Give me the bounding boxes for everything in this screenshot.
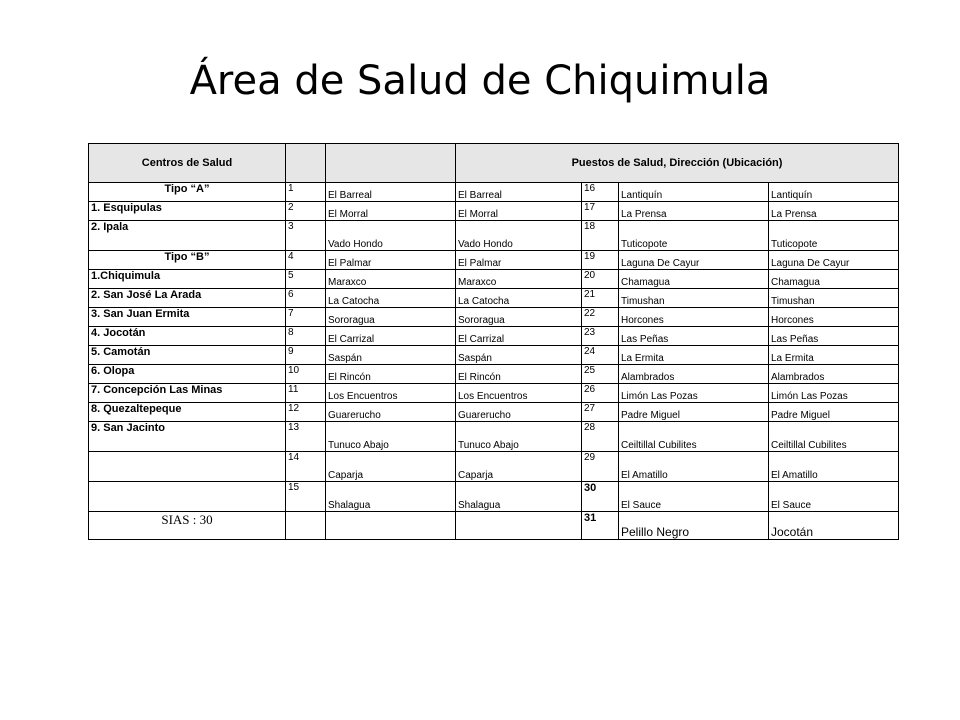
puesto-location-cell: Vado Hondo bbox=[456, 221, 582, 251]
puesto-number-cell: 31 bbox=[582, 512, 619, 540]
puesto-location-cell: El Sauce bbox=[769, 482, 899, 512]
table-row bbox=[89, 308, 899, 327]
puesto-number-cell: 1 bbox=[286, 183, 326, 202]
puesto-location-cell: Limón Las Pozas bbox=[769, 384, 899, 403]
centro-de-salud-cell bbox=[89, 482, 286, 512]
puesto-name-cell: El Palmar bbox=[326, 251, 456, 270]
puesto-location-cell: Horcones bbox=[769, 308, 899, 327]
puesto-number-cell: 14 bbox=[286, 452, 326, 482]
puesto-location-cell: Alambrados bbox=[769, 365, 899, 384]
puesto-location-cell: El Amatillo bbox=[769, 452, 899, 482]
puesto-number-cell: 17 bbox=[582, 202, 619, 221]
puesto-location-cell: La Ermita bbox=[769, 346, 899, 365]
centro-de-salud-cell: 5. Camotán bbox=[89, 346, 286, 365]
puesto-name-cell: Las Peñas bbox=[619, 327, 769, 346]
puesto-name-cell: Maraxco bbox=[326, 270, 456, 289]
puesto-location-cell: Maraxco bbox=[456, 270, 582, 289]
puesto-name-cell: Pelillo Negro bbox=[619, 512, 769, 540]
puesto-name-cell: Tuticopote bbox=[619, 221, 769, 251]
puesto-name-cell: Vado Hondo bbox=[326, 221, 456, 251]
centro-de-salud-cell: 1. Esquipulas bbox=[89, 202, 286, 221]
header-puestos-de-salud: Puestos de Salud, Dirección (Ubicación) bbox=[456, 144, 899, 183]
puesto-number-cell: 13 bbox=[286, 422, 326, 452]
puesto-number-cell: 30 bbox=[582, 482, 619, 512]
puesto-number-cell: 9 bbox=[286, 346, 326, 365]
puesto-number-cell: 24 bbox=[582, 346, 619, 365]
puesto-number-cell: 27 bbox=[582, 403, 619, 422]
centro-de-salud-cell: 8. Quezaltepeque bbox=[89, 403, 286, 422]
puesto-location-cell: El Barreal bbox=[456, 183, 582, 202]
puesto-location-cell: La Catocha bbox=[456, 289, 582, 308]
table-row bbox=[89, 403, 899, 422]
puesto-name-cell: La Prensa bbox=[619, 202, 769, 221]
puesto-location-cell: El Rincón bbox=[456, 365, 582, 384]
puesto-number-cell: 6 bbox=[286, 289, 326, 308]
puesto-number-cell: 15 bbox=[286, 482, 326, 512]
puesto-location-cell: Chamagua bbox=[769, 270, 899, 289]
puesto-number-cell: 3 bbox=[286, 221, 326, 251]
puesto-name-cell: El Amatillo bbox=[619, 452, 769, 482]
puesto-location-cell: Tunuco Abajo bbox=[456, 422, 582, 452]
puesto-location-cell: Sororagua bbox=[456, 308, 582, 327]
centro-de-salud-cell: 3. San Juan Ermita bbox=[89, 308, 286, 327]
puesto-location-cell: Caparja bbox=[456, 452, 582, 482]
puesto-location-cell bbox=[456, 512, 582, 540]
puesto-name-cell: Timushan bbox=[619, 289, 769, 308]
table-row bbox=[89, 346, 899, 365]
puesto-location-cell: El Palmar bbox=[456, 251, 582, 270]
puesto-number-cell: 29 bbox=[582, 452, 619, 482]
centro-de-salud-cell: 6. Olopa bbox=[89, 365, 286, 384]
puesto-location-cell: El Morral bbox=[456, 202, 582, 221]
puesto-name-cell: El Barreal bbox=[326, 183, 456, 202]
puesto-name-cell: El Sauce bbox=[619, 482, 769, 512]
puesto-number-cell: 19 bbox=[582, 251, 619, 270]
puesto-number-cell bbox=[286, 512, 326, 540]
puesto-name-cell: Los Encuentros bbox=[326, 384, 456, 403]
puesto-location-cell: Guarerucho bbox=[456, 403, 582, 422]
puesto-name-cell: Chamagua bbox=[619, 270, 769, 289]
puesto-location-cell: El Carrizal bbox=[456, 327, 582, 346]
puesto-number-cell: 5 bbox=[286, 270, 326, 289]
puesto-number-cell: 11 bbox=[286, 384, 326, 403]
table-row bbox=[89, 289, 899, 308]
puesto-location-cell: Lantiquín bbox=[769, 183, 899, 202]
puesto-number-cell: 23 bbox=[582, 327, 619, 346]
puesto-name-cell: Horcones bbox=[619, 308, 769, 327]
puesto-name-cell: Lantiquín bbox=[619, 183, 769, 202]
puesto-location-cell: Saspán bbox=[456, 346, 582, 365]
puesto-location-cell: Timushan bbox=[769, 289, 899, 308]
puesto-location-cell: Tuticopote bbox=[769, 221, 899, 251]
centro-de-salud-cell: Tipo “B” bbox=[89, 251, 286, 270]
table-row bbox=[89, 251, 899, 270]
table-header-row bbox=[89, 144, 899, 183]
puesto-name-cell: Guarerucho bbox=[326, 403, 456, 422]
puesto-name-cell: El Carrizal bbox=[326, 327, 456, 346]
puesto-name-cell: Alambrados bbox=[619, 365, 769, 384]
health-centers-table bbox=[88, 143, 899, 540]
table-row bbox=[89, 270, 899, 289]
page-title: Área de Salud de Chiquimula bbox=[189, 58, 771, 104]
puesto-number-cell: 18 bbox=[582, 221, 619, 251]
centro-de-salud-cell: 2. Ipala bbox=[89, 221, 286, 251]
table-row bbox=[89, 183, 899, 202]
puesto-location-cell: Jocotán bbox=[769, 512, 899, 540]
puesto-name-cell: Shalagua bbox=[326, 482, 456, 512]
table-row bbox=[89, 221, 899, 251]
header-blank-cell bbox=[286, 144, 326, 183]
puesto-name-cell: El Morral bbox=[326, 202, 456, 221]
table-row bbox=[89, 422, 899, 452]
puesto-number-cell: 4 bbox=[286, 251, 326, 270]
puesto-number-cell: 8 bbox=[286, 327, 326, 346]
puesto-number-cell: 10 bbox=[286, 365, 326, 384]
puesto-location-cell: Las Peñas bbox=[769, 327, 899, 346]
table-row bbox=[89, 452, 899, 482]
header-centros-de-salud: Centros de Salud bbox=[89, 144, 286, 183]
puesto-name-cell: Laguna De Cayur bbox=[619, 251, 769, 270]
puesto-name-cell: Sororagua bbox=[326, 308, 456, 327]
puesto-name-cell: Tunuco Abajo bbox=[326, 422, 456, 452]
puesto-location-cell: Padre Miguel bbox=[769, 403, 899, 422]
table-row bbox=[89, 365, 899, 384]
puesto-name-cell bbox=[326, 512, 456, 540]
centro-de-salud-cell: SIAS : 30 bbox=[89, 512, 286, 540]
puesto-number-cell: 21 bbox=[582, 289, 619, 308]
puesto-location-cell: La Prensa bbox=[769, 202, 899, 221]
puesto-location-cell: Ceiltillal Cubilites bbox=[769, 422, 899, 452]
puesto-number-cell: 25 bbox=[582, 365, 619, 384]
puesto-number-cell: 20 bbox=[582, 270, 619, 289]
puesto-name-cell: El Rincón bbox=[326, 365, 456, 384]
puesto-number-cell: 28 bbox=[582, 422, 619, 452]
puesto-name-cell: La Catocha bbox=[326, 289, 456, 308]
puesto-name-cell: Saspán bbox=[326, 346, 456, 365]
puesto-name-cell: Caparja bbox=[326, 452, 456, 482]
puesto-name-cell: Limón Las Pozas bbox=[619, 384, 769, 403]
puesto-number-cell: 26 bbox=[582, 384, 619, 403]
table-row bbox=[89, 512, 899, 540]
puesto-name-cell: Ceiltillal Cubilites bbox=[619, 422, 769, 452]
puesto-number-cell: 16 bbox=[582, 183, 619, 202]
header-blank-cell bbox=[326, 144, 456, 183]
centro-de-salud-cell: Tipo “A” bbox=[89, 183, 286, 202]
centro-de-salud-cell: 2. San José La Arada bbox=[89, 289, 286, 308]
centro-de-salud-cell: 1.Chiquimula bbox=[89, 270, 286, 289]
puesto-number-cell: 7 bbox=[286, 308, 326, 327]
puesto-location-cell: Shalagua bbox=[456, 482, 582, 512]
table-row bbox=[89, 327, 899, 346]
puesto-number-cell: 12 bbox=[286, 403, 326, 422]
puesto-location-cell: Laguna De Cayur bbox=[769, 251, 899, 270]
centro-de-salud-cell: 4. Jocotán bbox=[89, 327, 286, 346]
puesto-number-cell: 2 bbox=[286, 202, 326, 221]
centro-de-salud-cell: 7. Concepción Las Minas bbox=[89, 384, 286, 403]
puesto-name-cell: Padre Miguel bbox=[619, 403, 769, 422]
table-row bbox=[89, 482, 899, 512]
puesto-location-cell: Los Encuentros bbox=[456, 384, 582, 403]
table-row bbox=[89, 384, 899, 403]
puesto-name-cell: La Ermita bbox=[619, 346, 769, 365]
centro-de-salud-cell: 9. San Jacinto bbox=[89, 422, 286, 452]
centro-de-salud-cell bbox=[89, 452, 286, 482]
puesto-number-cell: 22 bbox=[582, 308, 619, 327]
table-row bbox=[89, 202, 899, 221]
